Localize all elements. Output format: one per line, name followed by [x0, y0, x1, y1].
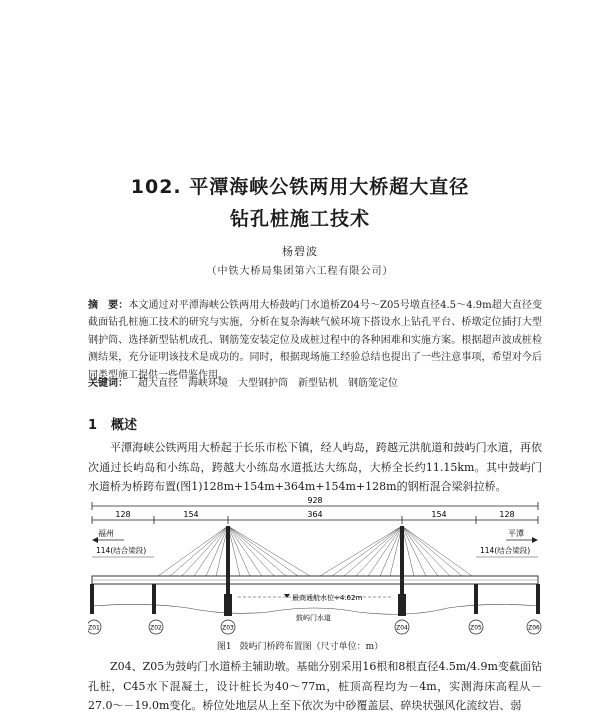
- pier-label: Z05: [470, 624, 482, 632]
- keywords-label: 关键词：: [88, 378, 128, 389]
- total-span-label: 928: [307, 496, 323, 505]
- span-label: 128: [499, 510, 515, 519]
- paper-title-line2: 钻孔桩施工技术: [229, 208, 370, 230]
- keyword: 钢筋笼定位: [348, 378, 398, 389]
- pier-z03: [224, 594, 232, 616]
- pier-label: Z01: [88, 624, 100, 632]
- keyword: 新型钻机: [298, 378, 338, 389]
- body-paragraph-1: 平潭海峡公铁两用大桥起于长乐市松下镇，经人屿岛，跨越元洪航道和鼓屿门水道，再依次通过长屿岛和小练岛，跨越大小练岛水道抵达大练岛，大桥全长约11.15km。其中鼓屿门水道桥为桥跨布置(图1)128m+154m+364m+154m+128m的钢桁混合梁斜拉桥。: [88, 441, 542, 493]
- paper-title-line1: 102. 平潭海峡公铁两用大桥超大直径: [130, 176, 470, 198]
- pier-z04: [398, 594, 406, 616]
- keywords: [88, 374, 542, 389]
- body-paragraph-2: Z04、Z05为鼓屿门水道桥主辅助墩。基础分别采用16根和8根直径4.5m/4.9m变截面钻孔桩，C45水下混凝土，设计桩长为40～77m，桩顶高程均为－4m，实测海床高程从－27.0～－19.0m变化。桥位处地层从上至下依次为中砂覆盖层、碎块状强风化流纹岩、弱: [88, 660, 542, 712]
- pier-z01: [90, 584, 94, 614]
- left-segment-label: 114(结合梁段): [96, 546, 147, 555]
- pier-label: Z04: [396, 624, 408, 632]
- keyword: 超大直径: [138, 378, 178, 389]
- section-title: 概述: [111, 418, 138, 433]
- pier-z06: [536, 584, 540, 614]
- span-label: 154: [183, 510, 199, 519]
- section-number: 1: [88, 418, 98, 433]
- author: 杨碧波: [282, 245, 318, 258]
- right-segment-label: 114(结合梁段): [480, 546, 531, 555]
- channel-label: 鼓屿门水道: [296, 614, 331, 622]
- left-arrow-head: [92, 537, 98, 543]
- left-cable-fan: [158, 526, 310, 576]
- right-arrow-head: [532, 537, 538, 543]
- left-destination: 福州: [98, 529, 114, 538]
- section-heading: [88, 414, 137, 433]
- water-level-marker: [284, 594, 290, 598]
- right-destination: 平潭: [508, 529, 524, 538]
- pier-label: Z02: [150, 624, 162, 632]
- figure-caption-label: 图1: [216, 642, 232, 652]
- seabed-line: [92, 604, 538, 614]
- figure-caption-text: 鼓屿门桥跨布置图（尺寸单位：m）: [239, 642, 384, 652]
- abstract-text: 本文通过对平潭海峡公铁两用大桥鼓屿门水道桥Z04号～Z05号墩直径4.5～4.9m超大直径变截面钻孔桩施工技术的研究与实施，分析在复杂海峡气候环境下搭设水上钻孔平台、桥墩定位插打大型钢护筒、选择新型钻机成孔、钢筋笼安装定位及成桩过程中的各种困难和实施方案。根据超声波成桩检测结果，充分证明该技术是成功的。同时，根据现场施工经验总结也提出了一些注意事项，希望对今后同类型施工提供一些借鉴作用。: [88, 300, 543, 381]
- pier-z05: [474, 584, 478, 614]
- abstract: [88, 297, 542, 384]
- span-label: 154: [431, 510, 447, 519]
- span-label: 128: [115, 510, 131, 519]
- right-cable-fan: [320, 526, 472, 576]
- bridge-elevation-figure: [88, 496, 542, 636]
- bridge-diagram: [88, 496, 542, 636]
- pier-label: Z03: [222, 624, 234, 632]
- span-label: 364: [307, 510, 323, 519]
- water-level-label: 最高通航水位+4.62m: [292, 594, 363, 602]
- keyword: 大型钢护筒: [238, 378, 288, 389]
- pier-label: Z06: [528, 624, 540, 632]
- abstract-label: 摘 要：: [88, 300, 129, 311]
- pier-z02: [152, 584, 156, 614]
- keyword: 海峡环境: [188, 378, 228, 389]
- figure-caption: [0, 639, 600, 652]
- affiliation: （中铁大桥局集团第六工程有限公司）: [206, 266, 394, 277]
